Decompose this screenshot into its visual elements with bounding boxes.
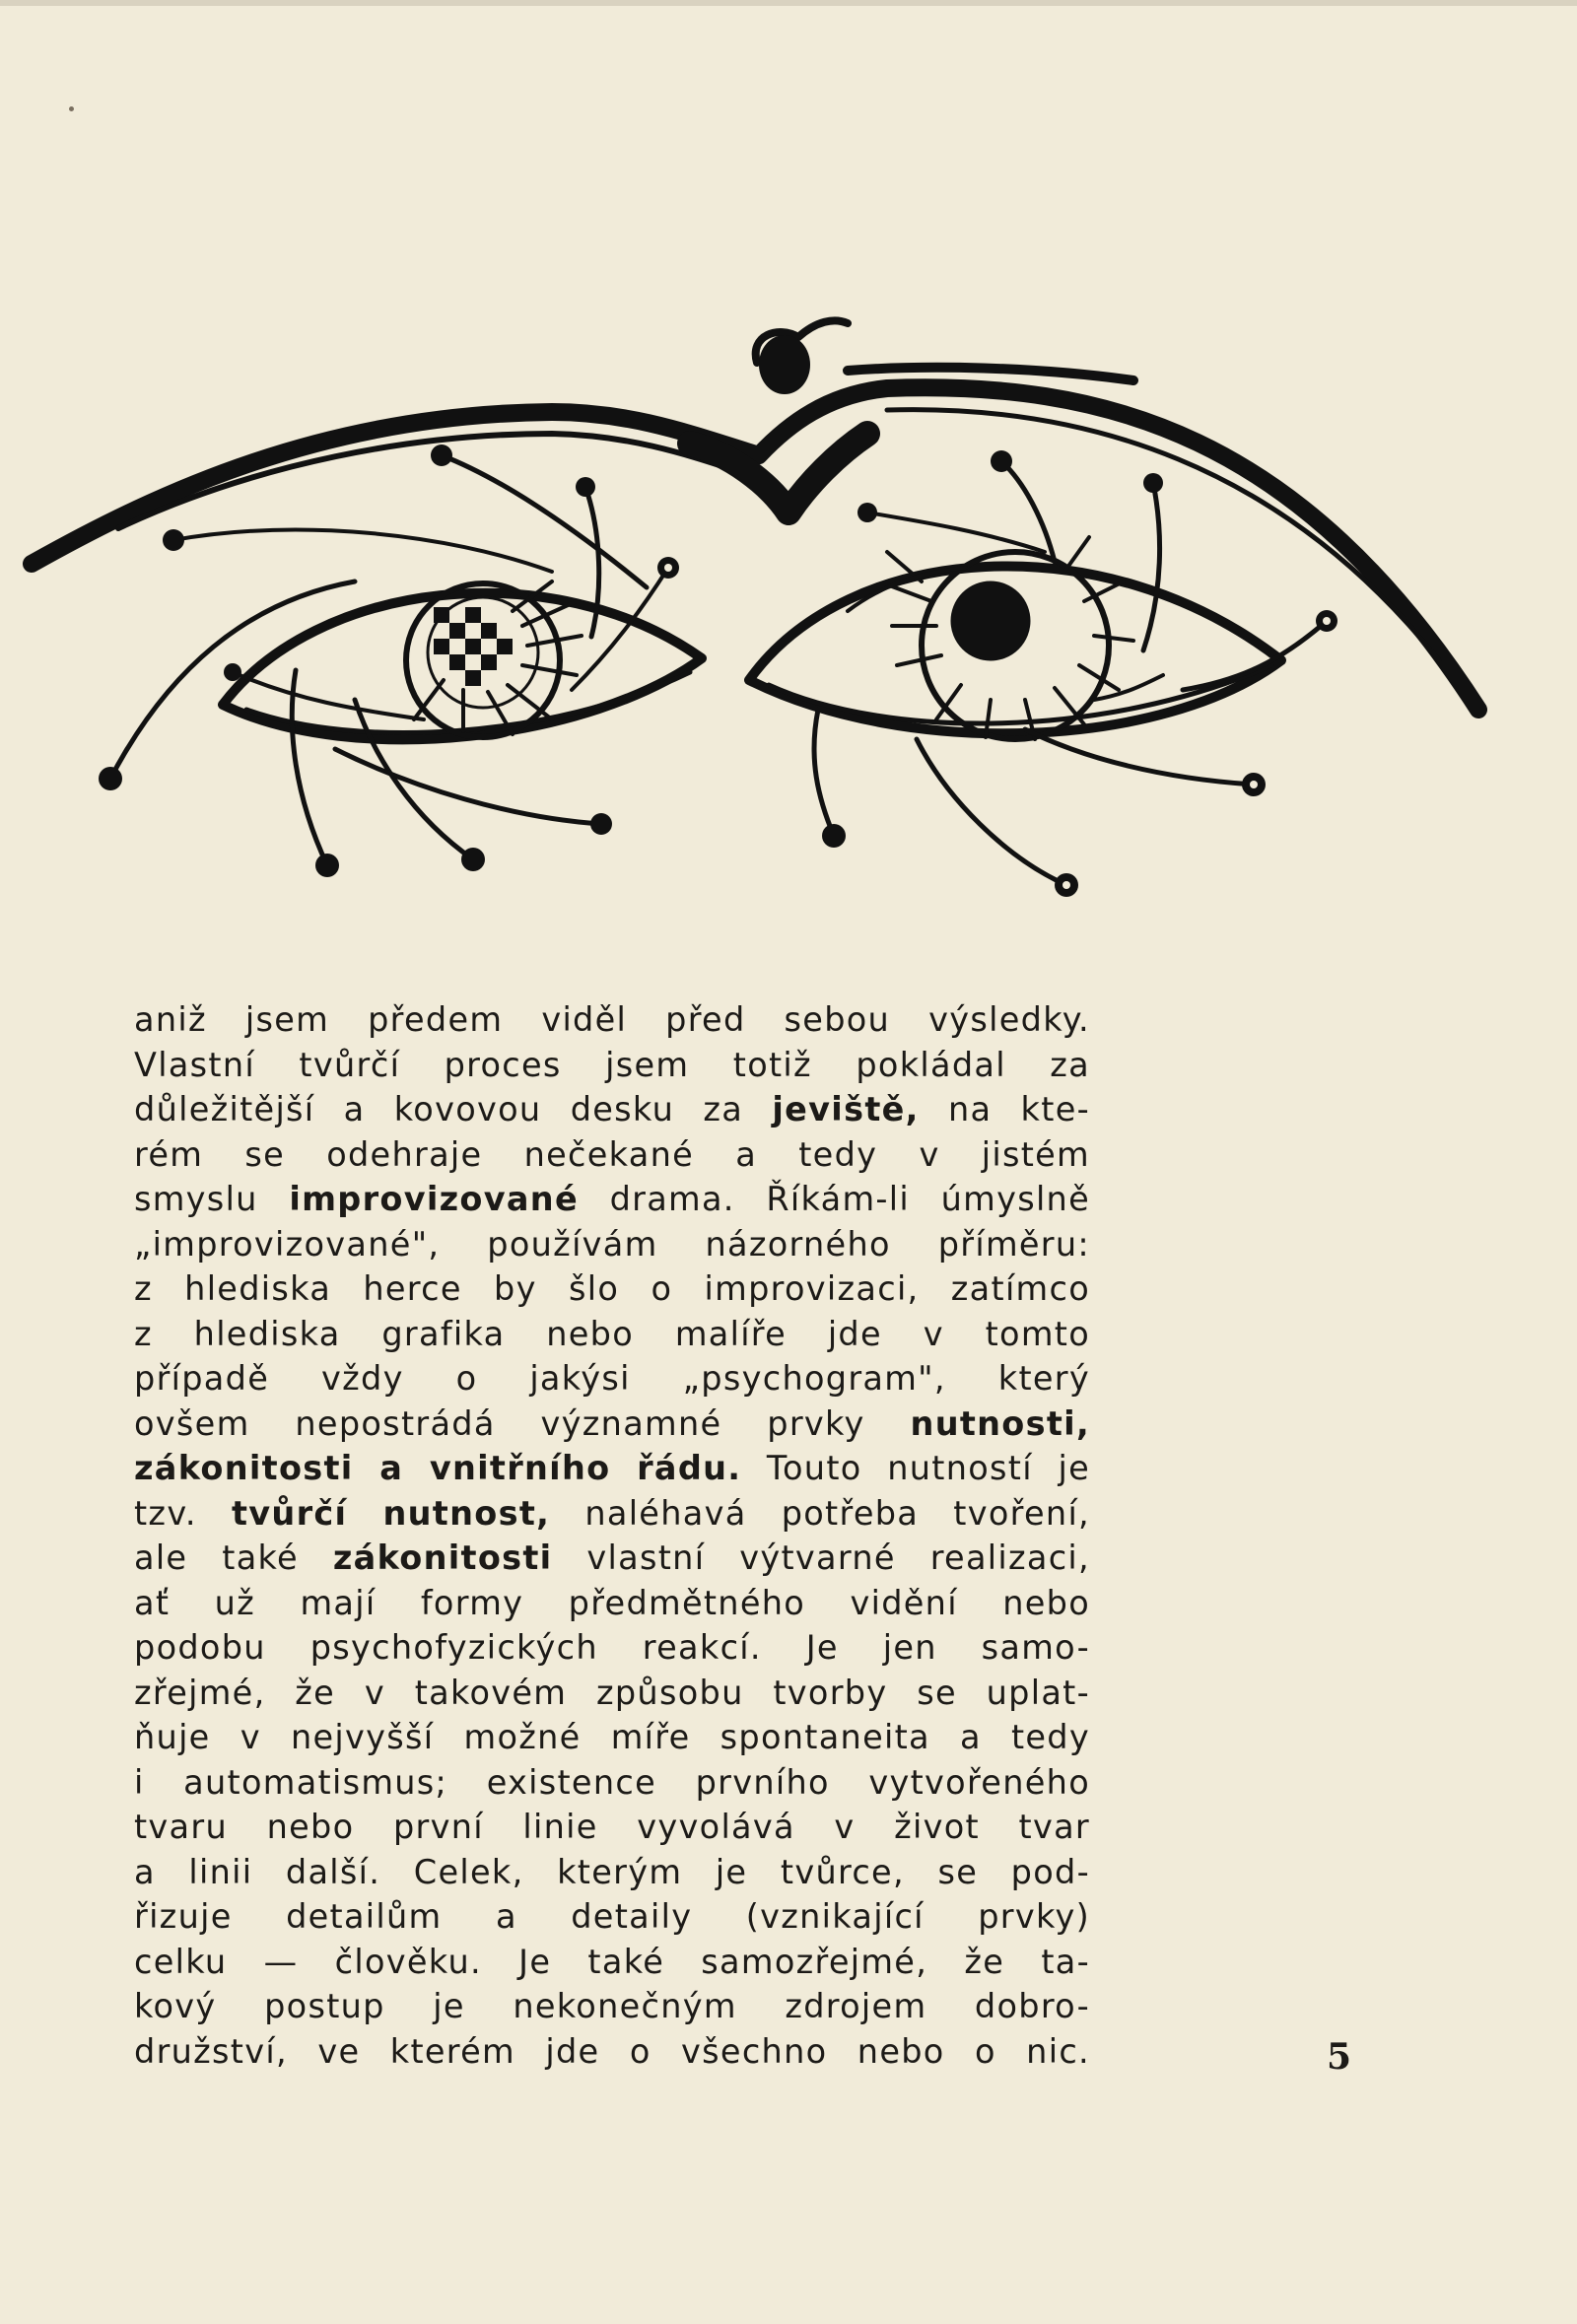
text-segment: ňuje v nejvyšší možné míře spontaneita a tedy (134, 1718, 1090, 1756)
text-line (134, 1760, 1090, 1806)
text-segment: „improvizované", používám názorného příměru: (134, 1224, 1090, 1264)
emphasis-text: nutnosti, (910, 1403, 1090, 1443)
text-segment: smyslu (134, 1180, 290, 1218)
text-line (134, 1850, 1090, 1895)
text-line (134, 2029, 1090, 2075)
text-segment: ovšem nepostrádá významné prvky (134, 1403, 911, 1443)
paper-speck (69, 106, 74, 111)
text-segment: z hlediska herce by šlo o improvizaci, zatímco (134, 1269, 1090, 1308)
text-segment: celku — člověku. Je také samozřejmé, že ta- (134, 1942, 1090, 1981)
text-segment: Touto nutností je (741, 1449, 1090, 1487)
text-line (134, 1043, 1090, 1088)
page-number: 5 (1327, 2036, 1352, 2078)
text-line (134, 1940, 1090, 1985)
text-line (134, 1087, 1090, 1132)
text-segment: kový postup je nekonečným zdrojem dobro- (134, 1987, 1090, 2025)
page-top-edge (0, 0, 1577, 6)
text-segment: vlastní výtvarné realizaci, (552, 1538, 1090, 1577)
text-line (134, 997, 1090, 1043)
text-segment: zřejmé, že v takovém způsobu tvorby se uplat- (134, 1673, 1090, 1712)
brow-line (32, 387, 1478, 710)
body-text (134, 997, 1090, 2074)
text-line (134, 1177, 1090, 1222)
text-line (134, 1446, 1090, 1491)
text-segment: řizuje detailům a detaily (vznikající prvky) (134, 1897, 1090, 1936)
text-segment: Vlastní tvůrčí proces jsem totiž pokládal za (134, 1045, 1090, 1084)
text-line (134, 1312, 1090, 1357)
emphasis-text: improvizované (289, 1180, 579, 1218)
eyes-illustration (0, 286, 1577, 936)
emphasis-text: zákonitosti (332, 1538, 553, 1577)
text-line (134, 1401, 1090, 1447)
text-segment: tvaru nebo první linie vyvolává v život tvar (134, 1808, 1090, 1846)
text-segment: a linii další. Celek, kterým je tvůrce, se pod- (134, 1852, 1090, 1891)
text-segment: aniž jsem předem viděl před sebou výsledky. (134, 1000, 1090, 1039)
text-segment: podobu psychofyzických reakcí. Je jen samo- (134, 1628, 1090, 1667)
text-segment: ale také (134, 1538, 333, 1577)
text-line (134, 1625, 1090, 1671)
emphasis-text: zákonitosti a vnitřního řádu. (134, 1449, 742, 1487)
text-segment: tzv. (134, 1493, 232, 1533)
emphasis-text: jeviště, (772, 1090, 920, 1128)
text-segment: naléhavá potřeba tvoření, (550, 1493, 1090, 1533)
text-line (134, 1132, 1090, 1178)
text-segment: drama. Říkám-li úmyslně (578, 1180, 1091, 1218)
text-segment: z hlediska grafika nebo malíře jde v tomto (134, 1314, 1090, 1353)
text-segment: rém se odehraje nečekané a tedy v jistém (134, 1134, 1090, 1174)
emphasis-text: tvůrčí nutnost, (231, 1493, 551, 1533)
text-line (134, 1356, 1090, 1401)
text-line (134, 1984, 1090, 2029)
text-segment: případě vždy o jakýsi „psychogram", který (134, 1359, 1090, 1398)
text-segment: důležitější a kovovou desku za (134, 1090, 773, 1128)
text-line (134, 1715, 1090, 1760)
right-pupil (951, 581, 1030, 660)
text-segment: i automatismus; existence prvního vytvořeného (134, 1762, 1090, 1802)
text-segment: ať už mají formy předmětného vidění nebo (134, 1583, 1090, 1622)
text-line (134, 1805, 1090, 1850)
text-segment: na kte- (919, 1090, 1090, 1128)
text-line (134, 1222, 1090, 1267)
text-line (134, 1536, 1090, 1581)
text-segment: družství, ve kterém jde o všechno nebo o nic. (134, 2031, 1090, 2071)
text-line (134, 1266, 1090, 1312)
text-line (134, 1491, 1090, 1537)
text-line (134, 1671, 1090, 1716)
left-pupil-checker (434, 607, 513, 686)
text-line (134, 1894, 1090, 1940)
text-line (134, 1581, 1090, 1626)
